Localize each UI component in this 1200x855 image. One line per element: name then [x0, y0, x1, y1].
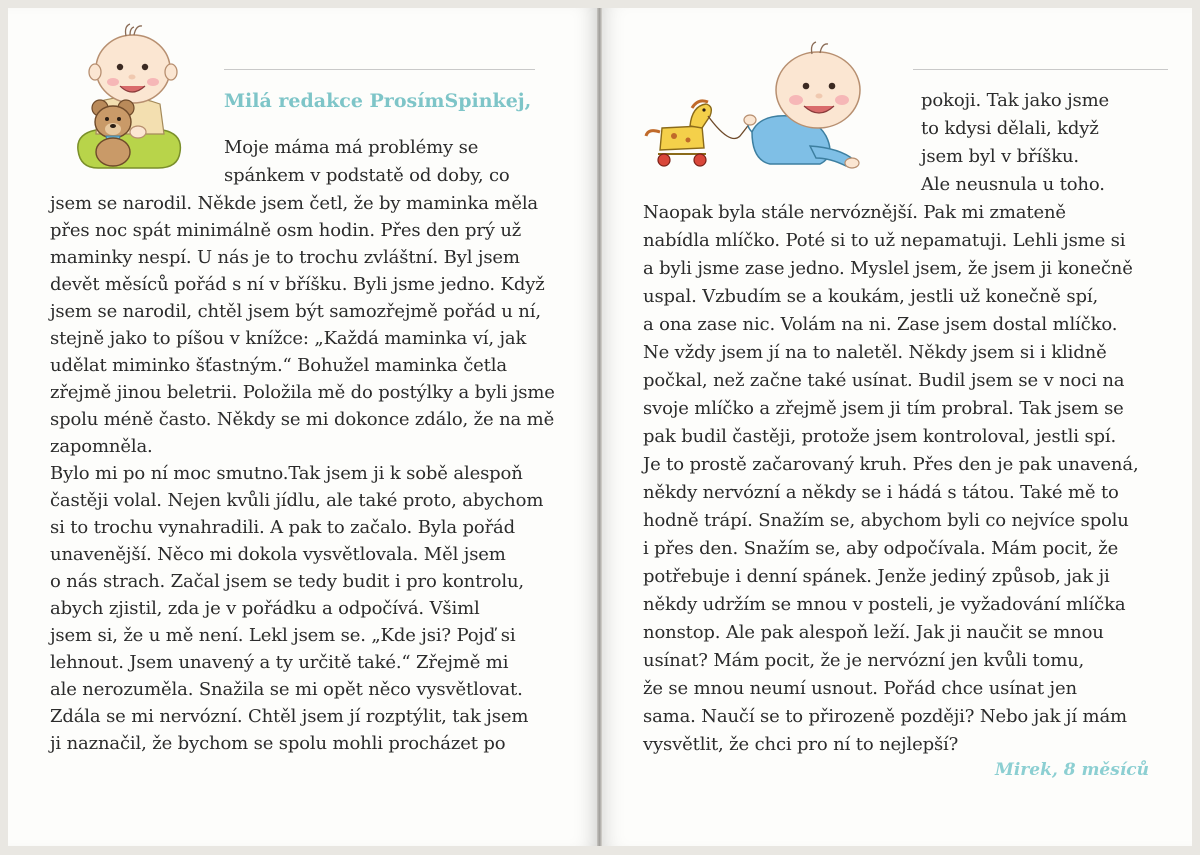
left-text-line: unavenější. Něco mi dokola vysvětlovala. Měl jsem — [50, 544, 506, 565]
right-text-line: sama. Naučí se to přirozeně později? Nebo jak jí mám — [643, 706, 1127, 727]
book-spine — [597, 8, 602, 846]
right-text-line: svoje mlíčko a zřejmě jsem ji tím probral. Tak jsem se — [643, 398, 1124, 419]
left-text-line: Moje máma má problémy se — [224, 137, 479, 158]
right-text-line: uspal. Vzbudím se a koukám, jestli už konečně spí, — [643, 286, 1099, 307]
left-text-line: zřejmě jinou beletrii. Položila mě do postýlky a byli jsme — [50, 382, 555, 403]
right-text-line: a ona zase nic. Volám na ni. Zase jsem dostal mlíčko. — [643, 314, 1118, 335]
letter-greeting: Milá redakce ProsímSpinkej, — [224, 90, 532, 112]
right-text-line: počkal, než začne také usínat. Budil jsem se v noci na — [643, 370, 1125, 391]
left-text-line: přes noc spát minimálně osm hodin. Přes den prý už — [50, 220, 522, 241]
left-text-line: lehnout. Jsem unavený a ty určitě také.“ Zřejmě mi — [50, 652, 509, 673]
right-text-line: hodně trápí. Snažím se, abychom byli co nejvíce spolu — [643, 510, 1129, 531]
left-text-line: abych zjistil, zda je v pořádku a odpočívá. Všiml — [50, 598, 480, 619]
left-header-rule — [224, 69, 535, 70]
right-text-line: to kdysi dělali, když — [921, 118, 1099, 139]
right-text-line: Naopak byla stále nervóznější. Pak mi zmateně — [643, 202, 1066, 223]
right-text-line: Ale neusnula u toho. — [921, 174, 1105, 195]
left-text-line: ale nerozuměla. Snažila se mi opět něco vysvětlovat. — [50, 679, 523, 700]
left-text-line: jsem se narodil. Někde jsem četl, že by maminka měla — [50, 193, 539, 214]
left-text-line: Bylo mi po ní moc smutno.Tak jsem ji k sobě alespoň — [50, 463, 523, 484]
crawling-baby-with-toy-horse-illustration — [640, 36, 870, 178]
left-text-line: jsem se narodil, chtěl jsem být samozřejmě pořád u ní, — [50, 301, 541, 322]
left-text-line: devět měsíců pořád s ní v bříšku. Byli jsme jedno. Když — [50, 274, 545, 295]
right-text-line: Ne vždy jsem jí na to naletěl. Někdy jsem si i klidně — [643, 342, 1107, 363]
right-text-line: někdy nervózní a někdy se i hádá s tátou. Také mě to — [643, 482, 1119, 503]
left-text-line: zapomněla. — [50, 436, 153, 457]
right-text-line: nonstop. Ale pak alespoň leží. Jak ji naučit se mnou — [643, 622, 1104, 643]
left-text-line: jsem si, že u mě není. Lekl jsem se. „Kde jsi? Pojď si — [50, 625, 516, 646]
baby-with-teddy-bear-illustration — [68, 22, 193, 174]
right-text-line: nabídla mlíčko. Poté si to už nepamatuji. Lehli jsme si — [643, 230, 1126, 251]
letter-signature: Mirek, 8 měsíců — [995, 760, 1149, 780]
right-text-line: Je to prostě začarovaný kruh. Přes den je pak unavená, — [643, 454, 1139, 475]
right-text-line: vysvětlit, že chci pro ní to nejlepší? — [643, 734, 959, 755]
left-text-line: stejně jako to píšou v knížce: „Každá maminka ví, jak — [50, 328, 527, 349]
left-text-line: Zdála se mi nervózní. Chtěl jsem jí rozptýlit, tak jsem — [50, 706, 529, 727]
left-text-line: maminky nespí. U nás je to trochu zvláštní. Byl jsem — [50, 247, 520, 268]
right-text-line: i přes den. Snažím se, aby odpočívala. Mám pocit, že — [643, 538, 1119, 559]
left-text-line: si to trochu vynahradili. A pak to začalo. Byla pořád — [50, 517, 516, 538]
right-text-line: potřebuje i denní spánek. Jenže jediný způsob, jak ji — [643, 566, 1110, 587]
left-text-line: spánkem v podstatě od doby, co — [224, 165, 510, 186]
right-text-line: že se mnou neumí usnout. Pořád chce usínat jen — [643, 678, 1077, 699]
left-text-line: o nás strach. Začal jsem se tedy budit i pro kontrolu, — [50, 571, 524, 592]
right-text-line: a byli jsme zase jedno. Myslel jsem, že jsem ji konečně — [643, 258, 1133, 279]
right-header-rule — [913, 69, 1168, 70]
left-text-line: častěji volal. Nejen kvůli jídlu, ale také proto, abychom — [50, 490, 544, 511]
right-text-line: pokoji. Tak jako jsme — [921, 90, 1110, 111]
right-text-line: jsem byl v bříšku. — [921, 146, 1079, 167]
left-text-line: ji naznačil, že bychom se spolu mohli procházet po — [50, 733, 506, 754]
right-text-line: pak budil častěji, protože jsem kontroloval, jestli spí. — [643, 426, 1117, 447]
right-text-line: usínat? Mám pocit, že je nervózní jen kvůli tomu, — [643, 650, 1085, 671]
right-text-line: někdy udržím se mnou v posteli, je vyžadování mlíčka — [643, 594, 1126, 615]
left-text-line: spolu méně často. Někdy se mi dokonce zdálo, že na mě — [50, 409, 555, 430]
left-text-line: udělat miminko šťastným.“ Bohužel maminka četla — [50, 355, 507, 376]
